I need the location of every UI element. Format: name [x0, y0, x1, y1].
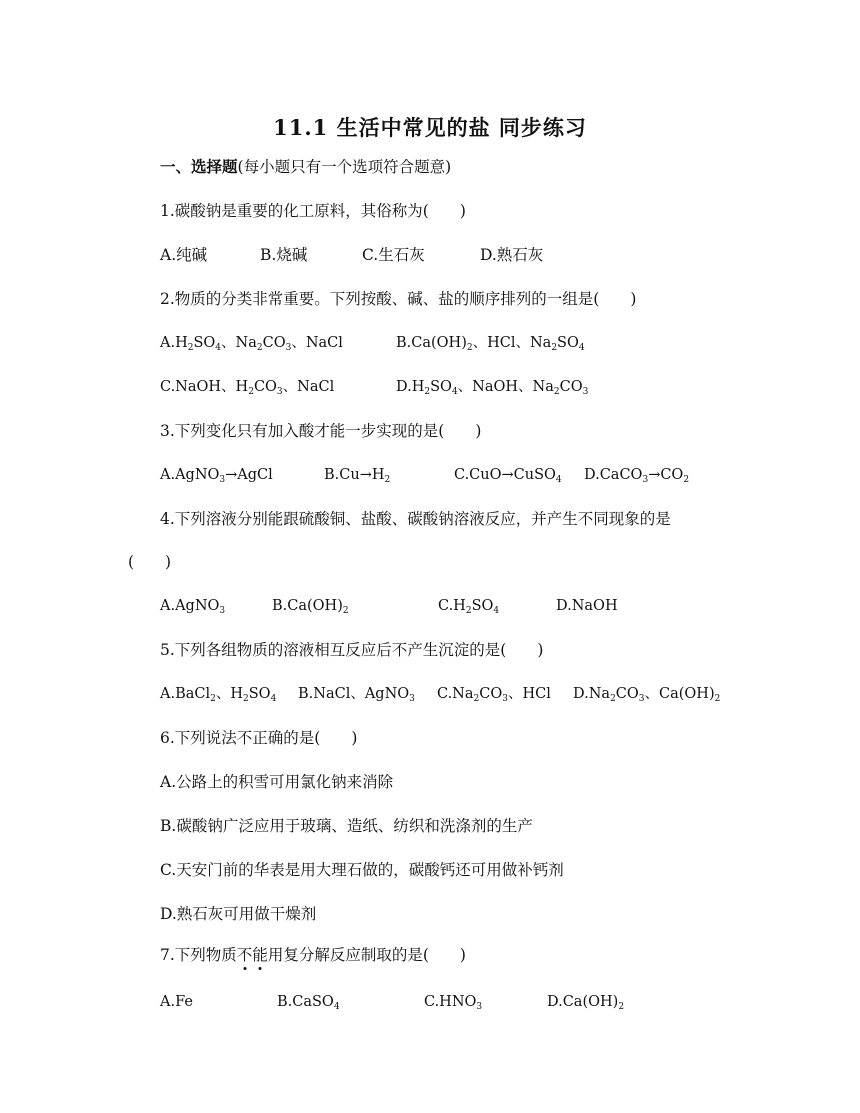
question-7-option-d: $D.Ca(OH)_2$ — [547, 994, 625, 1012]
question-7-stem — [160, 945, 466, 965]
question-5-option-a: A.BaCl$_2$、$H_2SO_4$ — [160, 686, 277, 704]
question-7-emphasis-2: 能 — [252, 946, 268, 964]
question-6-option-c: C.天安门前的华表是用大理石做的，碳酸钙还可用做补钙剂 — [160, 861, 564, 879]
question-1-option-a: A.纯碱 — [160, 246, 208, 264]
question-4-option-b: $B.Ca(OH)_2$ — [272, 598, 349, 616]
question-6-stem: 6.下列说法不正确的是( ) — [160, 729, 358, 747]
question-7-option-b: B.CaSO$_4$ — [277, 994, 340, 1012]
question-2-option-b: $B.Ca(OH)_2$、HCl、$Na_2SO_4$ — [396, 335, 585, 353]
question-7-stem-pre: 7.下列物质 — [160, 946, 237, 964]
question-7-emphasis-1: 不 — [236, 946, 253, 964]
question-2-stem: 2.物质的分类非常重要。下列按酸、碱、盐的顺序排列的一组是( ) — [160, 290, 637, 308]
question-4-option-a: A.AgNO$_3$ — [160, 598, 226, 616]
question-3-stem: 3.下列变化只有加入酸才能一步实现的是( ) — [160, 422, 482, 440]
question-7-option-a: A.Fe — [160, 994, 193, 1010]
question-3-option-c: C.CuO→CuSO$_4$ — [454, 467, 562, 485]
question-1-option-d: D.熟石灰 — [480, 246, 544, 264]
question-5-option-d: $D.Na_2CO_3$、$Ca(OH)_2$ — [573, 686, 721, 704]
page-title: 11.1 生活中常见的盐 同步练习 — [273, 115, 587, 140]
question-3-option-b: $B.Cu\to H_2$ — [324, 467, 391, 485]
question-1-stem: 1.碳酸钠是重要的化工原料，其俗称为( ) — [160, 202, 466, 220]
question-7-stem-post: 用复分解反应制取的是( ) — [267, 946, 466, 964]
section-note: (每小题只有一个选项符合题意) — [237, 158, 452, 176]
question-6-option-b: B.碳酸钠广泛应用于玻璃、造纸、纺织和洗涤剂的生产 — [160, 817, 533, 835]
question-2-option-d: $D.H_2SO_4$、NaOH、$Na_2CO_3$ — [396, 379, 589, 397]
question-5-option-b: B.NaCl、AgNO$_3$ — [298, 686, 415, 704]
question-7-option-c: $C.HNO_3$ — [424, 994, 483, 1012]
section-heading-label: 一、选择题 — [160, 157, 238, 176]
question-2-option-c: C.NaOH、$H_2CO_3$、NaCl — [160, 379, 335, 397]
question-3-option-a: A.AgNO$_3$→AgCl — [160, 467, 273, 485]
question-5-stem: 5.下列各组物质的溶液相互反应后不产生沉淀的是( ) — [160, 641, 544, 659]
question-4-option-d: D.NaOH — [556, 598, 618, 614]
question-4-stem: 4.下列溶液分别能跟硫酸铜、盐酸、碳酸钠溶液反应，并产生不同现象的是 — [160, 510, 671, 528]
question-5-option-c: $C.Na_2CO_3$、HCl — [437, 686, 551, 704]
section-heading — [160, 157, 451, 177]
question-6-option-a: A.公路上的积雪可用氯化钠来消除 — [160, 773, 394, 791]
question-6-option-d: D.熟石灰可用做干燥剂 — [160, 905, 317, 923]
question-4-option-c: $C.H_2SO_4$ — [438, 598, 500, 616]
question-2-option-a: $A.H_2SO_4$、$Na_2CO_3$、NaCl — [160, 335, 343, 353]
question-1-option-c: C.生石灰 — [362, 246, 425, 264]
question-3-option-d: $D.CaCO_3\to CO_2$ — [584, 467, 690, 485]
question-4-stem-continued: ( ) — [128, 553, 172, 571]
question-1-option-b: B.烧碱 — [260, 246, 308, 264]
